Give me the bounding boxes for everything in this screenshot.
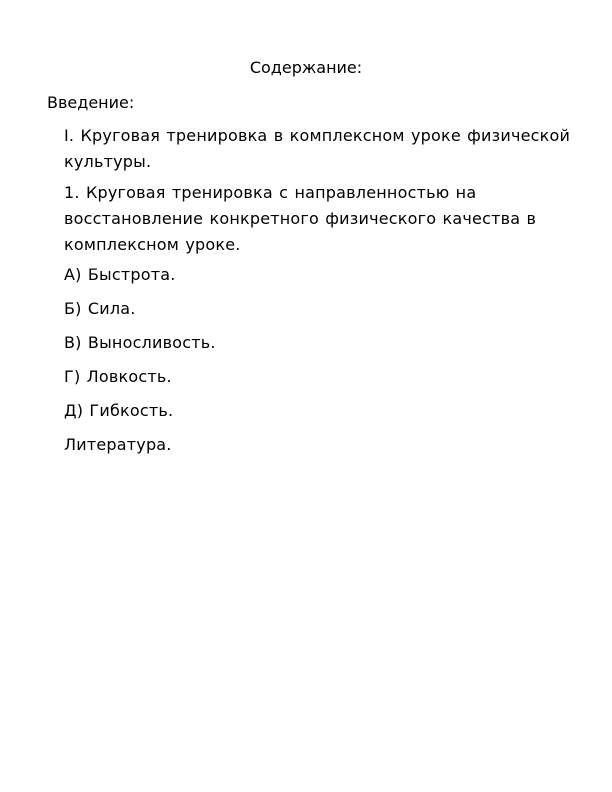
title-text: Содержание: [249, 58, 363, 77]
toc-entry-speed: А) Быстрота. [64, 265, 176, 284]
toc-entry-section-1: I. Круговая тренировка в комплексном уроке физической культуры. [64, 126, 571, 171]
toc-entry-subsection-1: 1. Круговая тренировка с направленностью на восстановление конкретного физического качества в комплексном уроке. [64, 183, 537, 254]
intro-heading: Введение: [47, 93, 135, 112]
toc-entry-agility: Г) Ловкость. [64, 367, 172, 386]
toc-entry-strength: Б) Сила. [64, 299, 136, 318]
toc-entry-literature: Литература. [64, 435, 172, 454]
page-title [0, 58, 612, 78]
toc-entry-endurance: В) Выносливость. [64, 333, 216, 352]
toc-entry-flexibility: Д) Гибкость. [64, 401, 174, 420]
